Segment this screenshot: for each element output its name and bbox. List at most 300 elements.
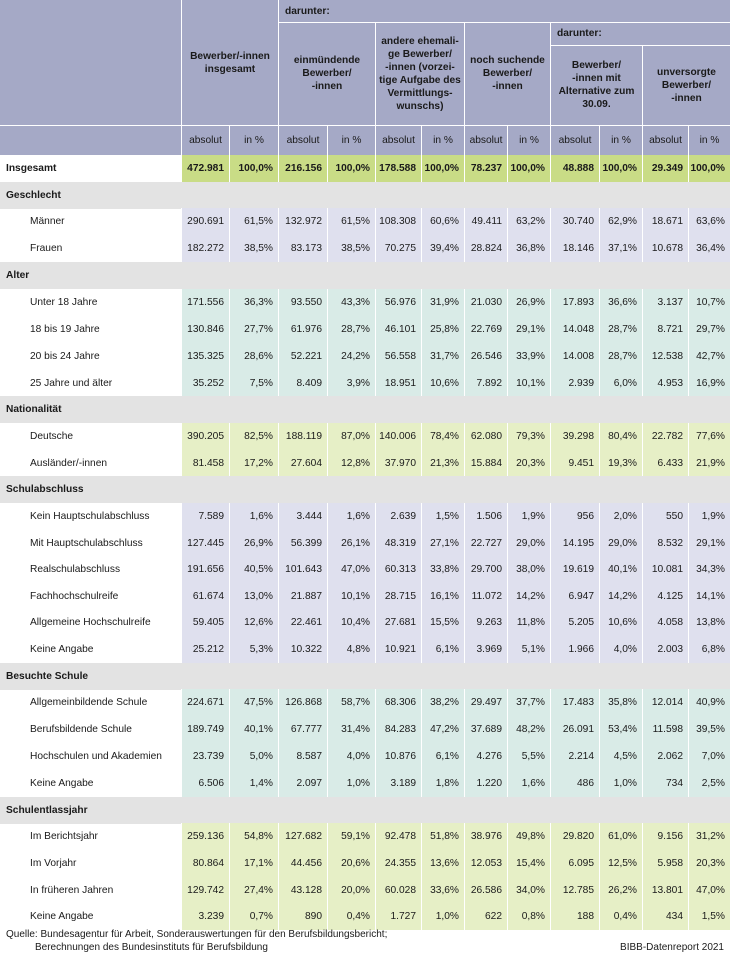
cell-absolut: 6.095 — [550, 850, 599, 877]
cell-percent: 14,1% — [688, 583, 730, 610]
cell-percent: 51,8% — [421, 823, 464, 850]
section-row — [0, 182, 730, 209]
cell-absolut: 734 — [642, 770, 688, 797]
cell-percent: 5,3% — [229, 636, 278, 663]
cell-percent: 5,1% — [507, 636, 550, 663]
cell-percent: 47,0% — [688, 877, 730, 904]
cell-percent: 59,1% — [327, 823, 375, 850]
cell-percent: 6,8% — [688, 636, 730, 663]
cell-percent: 1,6% — [507, 770, 550, 797]
cell-percent: 1,6% — [229, 503, 278, 530]
cell-percent: 31,9% — [421, 289, 464, 316]
cell-percent: 100,0% — [507, 155, 550, 182]
cell-absolut: 135.325 — [181, 343, 229, 370]
cell-absolut: 126.868 — [278, 689, 327, 716]
total-row — [0, 155, 730, 182]
row-label: Keine Angabe — [30, 644, 94, 655]
table-row — [0, 716, 730, 743]
cell-percent: 1,9% — [688, 503, 730, 530]
cell-percent: 37,7% — [507, 689, 550, 716]
cell-absolut: 130.846 — [181, 316, 229, 343]
cell-absolut: 84.283 — [375, 716, 421, 743]
cell-percent: 47,5% — [229, 689, 278, 716]
cell-absolut: 28.715 — [375, 583, 421, 610]
cell-percent: 12,6% — [229, 609, 278, 636]
cell-percent: 53,4% — [599, 716, 642, 743]
cell-percent: 16,9% — [688, 370, 730, 397]
table-row — [0, 208, 730, 235]
cell-absolut: 2.003 — [642, 636, 688, 663]
table-row — [0, 903, 730, 930]
cell-percent: 10,1% — [327, 583, 375, 610]
cell-absolut: 191.656 — [181, 556, 229, 583]
subheader-percent: in % — [229, 126, 278, 155]
cell-percent: 36,6% — [599, 289, 642, 316]
cell-absolut: 6.947 — [550, 583, 599, 610]
cell-percent: 48,2% — [507, 716, 550, 743]
cell-absolut: 10.678 — [642, 235, 688, 262]
cell-absolut: 182.272 — [181, 235, 229, 262]
cell-absolut: 22.782 — [642, 423, 688, 450]
cell-percent: 29,1% — [507, 316, 550, 343]
cell-percent: 62,9% — [599, 208, 642, 235]
cell-absolut: 290.691 — [181, 208, 229, 235]
cell-absolut: 14.195 — [550, 530, 599, 557]
cell-absolut: 46.101 — [375, 316, 421, 343]
cell-percent: 34,0% — [507, 877, 550, 904]
cell-percent: 29,7% — [688, 316, 730, 343]
cell-absolut: 43.128 — [278, 877, 327, 904]
cell-percent: 39,5% — [688, 716, 730, 743]
cell-absolut: 2.062 — [642, 743, 688, 770]
section-label: Besuchte Schule — [6, 671, 89, 682]
cell-percent: 63,2% — [507, 208, 550, 235]
cell-absolut: 37.689 — [464, 716, 507, 743]
cell-percent: 26,9% — [229, 530, 278, 557]
table-row — [0, 583, 730, 610]
row-label: Berufsbildende Schule — [30, 724, 132, 735]
cell-percent: 6,0% — [599, 370, 642, 397]
cell-absolut: 390.205 — [181, 423, 229, 450]
header-unversorgte: unversorgte Bewerber/ -innen — [642, 45, 730, 125]
cell-absolut: 101.643 — [278, 556, 327, 583]
cell-percent: 7,0% — [688, 743, 730, 770]
header-einmuendende: einmündende Bewerber/ -innen — [278, 22, 375, 125]
cell-absolut: 9.156 — [642, 823, 688, 850]
cell-absolut: 29.700 — [464, 556, 507, 583]
cell-absolut: 19.619 — [550, 556, 599, 583]
cell-percent: 10,6% — [421, 370, 464, 397]
cell-absolut: 10.921 — [375, 636, 421, 663]
cell-percent: 31,2% — [688, 823, 730, 850]
subheader-absolut: absolut — [642, 126, 688, 155]
cell-absolut: 132.972 — [278, 208, 327, 235]
cell-absolut: 3.969 — [464, 636, 507, 663]
table-row — [0, 609, 730, 636]
header-andere: andere ehemali- ge Bewerber/ -innen (vorzei- tige Aufgabe des Vermittlungs- wunschs) — [375, 22, 464, 125]
cell-absolut: 9.263 — [464, 609, 507, 636]
cell-absolut: 8.532 — [642, 530, 688, 557]
section-label: Nationalität — [6, 404, 62, 415]
cell-absolut: 3.239 — [181, 903, 229, 930]
cell-percent: 11,8% — [507, 609, 550, 636]
cell-absolut: 12.538 — [642, 343, 688, 370]
row-label: Im Berichtsjahr — [30, 831, 98, 842]
cell-absolut: 5.958 — [642, 850, 688, 877]
cell-percent: 1,0% — [599, 770, 642, 797]
subheader-percent: in % — [421, 126, 464, 155]
cell-percent: 40,1% — [599, 556, 642, 583]
cell-percent: 33,6% — [421, 877, 464, 904]
cell-absolut: 27.604 — [278, 450, 327, 477]
cell-percent: 7,5% — [229, 370, 278, 397]
cell-absolut: 472.981 — [181, 155, 229, 182]
section-label: Geschlecht — [6, 190, 61, 201]
cell-absolut: 108.308 — [375, 208, 421, 235]
cell-percent: 100,0% — [421, 155, 464, 182]
cell-absolut: 15.884 — [464, 450, 507, 477]
cell-absolut: 7.589 — [181, 503, 229, 530]
cell-percent: 6,1% — [421, 743, 464, 770]
cell-percent: 35,8% — [599, 689, 642, 716]
cell-absolut: 1.506 — [464, 503, 507, 530]
cell-percent: 12,8% — [327, 450, 375, 477]
cell-percent: 25,8% — [421, 316, 464, 343]
cell-percent: 3,9% — [327, 370, 375, 397]
cell-absolut: 3.137 — [642, 289, 688, 316]
cell-absolut: 8.721 — [642, 316, 688, 343]
cell-absolut: 2.097 — [278, 770, 327, 797]
cell-absolut: 11.072 — [464, 583, 507, 610]
table-row — [0, 556, 730, 583]
cell-percent: 27,4% — [229, 877, 278, 904]
row-label: Realschulabschluss — [30, 564, 121, 575]
section-label: Alter — [6, 270, 30, 281]
table-row — [0, 503, 730, 530]
cell-percent: 24,2% — [327, 343, 375, 370]
cell-percent: 20,3% — [688, 850, 730, 877]
cell-absolut: 60.028 — [375, 877, 421, 904]
section-row — [0, 262, 730, 289]
cell-percent: 13,0% — [229, 583, 278, 610]
subheader-absolut: absolut — [550, 126, 599, 155]
cell-absolut: 434 — [642, 903, 688, 930]
cell-percent: 58,7% — [327, 689, 375, 716]
table-row — [0, 370, 730, 397]
cell-percent: 38,2% — [421, 689, 464, 716]
cell-percent: 1,4% — [229, 770, 278, 797]
cell-absolut: 188 — [550, 903, 599, 930]
cell-percent: 47,2% — [421, 716, 464, 743]
cell-absolut: 486 — [550, 770, 599, 797]
subheader-percent: in % — [507, 126, 550, 155]
cell-absolut: 622 — [464, 903, 507, 930]
table-row — [0, 423, 730, 450]
cell-absolut: 12.014 — [642, 689, 688, 716]
cell-percent: 61,5% — [327, 208, 375, 235]
cell-percent: 12,5% — [599, 850, 642, 877]
cell-absolut: 29.497 — [464, 689, 507, 716]
cell-absolut: 224.671 — [181, 689, 229, 716]
cell-absolut: 14.048 — [550, 316, 599, 343]
source-line-1: Quelle: Bundesagentur für Arbeit, Sonderauswertungen für den Berufsbildungsbericht; — [6, 929, 388, 940]
cell-absolut: 18.951 — [375, 370, 421, 397]
cell-absolut: 2.214 — [550, 743, 599, 770]
cell-absolut: 78.237 — [464, 155, 507, 182]
cell-absolut: 11.598 — [642, 716, 688, 743]
cell-percent: 0,8% — [507, 903, 550, 930]
cell-percent: 100,0% — [599, 155, 642, 182]
row-label: Keine Angabe — [30, 911, 94, 922]
cell-absolut: 22.461 — [278, 609, 327, 636]
subheader-absolut: absolut — [464, 126, 507, 155]
subheader-percent: in % — [688, 126, 730, 155]
row-label: Deutsche — [30, 431, 74, 442]
cell-percent: 38,5% — [229, 235, 278, 262]
cell-percent: 79,3% — [507, 423, 550, 450]
cell-absolut: 26.546 — [464, 343, 507, 370]
subheader-percent: in % — [327, 126, 375, 155]
row-label: 18 bis 19 Jahre — [30, 324, 100, 335]
cell-percent: 0,7% — [229, 903, 278, 930]
cell-percent: 100,0% — [688, 155, 730, 182]
cell-absolut: 80.864 — [181, 850, 229, 877]
cell-percent: 29,0% — [599, 530, 642, 557]
table-row — [0, 450, 730, 477]
cell-absolut: 127.445 — [181, 530, 229, 557]
header-darunter-sub: darunter: — [550, 22, 730, 45]
cell-percent: 1,6% — [327, 503, 375, 530]
row-label: Im Vorjahr — [30, 858, 77, 869]
cell-absolut: 1.220 — [464, 770, 507, 797]
cell-absolut: 4.953 — [642, 370, 688, 397]
cell-percent: 80,4% — [599, 423, 642, 450]
cell-percent: 61,0% — [599, 823, 642, 850]
cell-absolut: 21.887 — [278, 583, 327, 610]
cell-absolut: 14.008 — [550, 343, 599, 370]
cell-absolut: 6.433 — [642, 450, 688, 477]
cell-absolut: 68.306 — [375, 689, 421, 716]
row-label: Insgesamt — [6, 163, 57, 174]
cell-percent: 10,4% — [327, 609, 375, 636]
cell-percent: 15,5% — [421, 609, 464, 636]
cell-absolut: 49.411 — [464, 208, 507, 235]
section-row — [0, 797, 730, 824]
table-row — [0, 823, 730, 850]
table-row — [0, 235, 730, 262]
cell-percent: 5,0% — [229, 743, 278, 770]
cell-absolut: 30.740 — [550, 208, 599, 235]
cell-absolut: 59.405 — [181, 609, 229, 636]
cell-absolut: 22.769 — [464, 316, 507, 343]
cell-percent: 42,7% — [688, 343, 730, 370]
cell-absolut: 10.081 — [642, 556, 688, 583]
cell-absolut: 27.681 — [375, 609, 421, 636]
cell-percent: 34,3% — [688, 556, 730, 583]
cell-absolut: 890 — [278, 903, 327, 930]
source-line-2: Berechnungen des Bundesinstituts für Berufsbildung — [35, 942, 268, 953]
cell-absolut: 3.189 — [375, 770, 421, 797]
cell-absolut: 37.970 — [375, 450, 421, 477]
table-row — [0, 770, 730, 797]
section-row — [0, 476, 730, 503]
cell-absolut: 17.483 — [550, 689, 599, 716]
subheader-absolut: absolut — [278, 126, 327, 155]
cell-percent: 4,0% — [599, 636, 642, 663]
table-header — [0, 0, 730, 155]
cell-absolut: 171.556 — [181, 289, 229, 316]
cell-percent: 2,0% — [599, 503, 642, 530]
cell-percent: 38,5% — [327, 235, 375, 262]
cell-absolut: 2.639 — [375, 503, 421, 530]
cell-percent: 26,1% — [327, 530, 375, 557]
cell-percent: 63,6% — [688, 208, 730, 235]
cell-percent: 28,7% — [327, 316, 375, 343]
header-total: Bewerber/-innen insgesamt — [181, 0, 278, 125]
cell-percent: 21,9% — [688, 450, 730, 477]
cell-percent: 10,1% — [507, 370, 550, 397]
cell-percent: 14,2% — [507, 583, 550, 610]
row-label: 20 bis 24 Jahre — [30, 351, 100, 362]
cell-absolut: 4.276 — [464, 743, 507, 770]
cell-absolut: 60.313 — [375, 556, 421, 583]
cell-absolut: 4.058 — [642, 609, 688, 636]
cell-percent: 28,7% — [599, 343, 642, 370]
subheader-absolut: absolut — [375, 126, 421, 155]
row-label: Ausländer/-innen — [30, 458, 108, 469]
cell-percent: 40,5% — [229, 556, 278, 583]
cell-percent: 1,5% — [688, 903, 730, 930]
cell-absolut: 7.892 — [464, 370, 507, 397]
cell-absolut: 48.319 — [375, 530, 421, 557]
row-label: Allgemeinbildende Schule — [30, 697, 148, 708]
table-row — [0, 743, 730, 770]
cell-absolut: 4.125 — [642, 583, 688, 610]
table-row — [0, 689, 730, 716]
cell-absolut: 8.409 — [278, 370, 327, 397]
cell-percent: 36,8% — [507, 235, 550, 262]
cell-percent: 61,5% — [229, 208, 278, 235]
cell-percent: 31,4% — [327, 716, 375, 743]
cell-percent: 20,3% — [507, 450, 550, 477]
cell-absolut: 24.355 — [375, 850, 421, 877]
cell-absolut: 189.749 — [181, 716, 229, 743]
cell-percent: 40,1% — [229, 716, 278, 743]
cell-percent: 38,0% — [507, 556, 550, 583]
cell-percent: 33,8% — [421, 556, 464, 583]
cell-absolut: 70.275 — [375, 235, 421, 262]
cell-absolut: 550 — [642, 503, 688, 530]
cell-percent: 36,3% — [229, 289, 278, 316]
table-row — [0, 877, 730, 904]
cell-percent: 1,9% — [507, 503, 550, 530]
cell-absolut: 38.976 — [464, 823, 507, 850]
cell-percent: 31,7% — [421, 343, 464, 370]
cell-absolut: 29.820 — [550, 823, 599, 850]
section-label: Schulabschluss — [6, 484, 84, 495]
cell-absolut: 12.785 — [550, 877, 599, 904]
cell-percent: 21,3% — [421, 450, 464, 477]
cell-absolut: 52.221 — [278, 343, 327, 370]
cell-percent: 1,0% — [421, 903, 464, 930]
row-label: Fachhochschulreife — [30, 591, 119, 602]
cell-percent: 60,6% — [421, 208, 464, 235]
table-footer — [6, 928, 724, 954]
cell-absolut: 188.119 — [278, 423, 327, 450]
cell-percent: 13,8% — [688, 609, 730, 636]
cell-absolut: 61.976 — [278, 316, 327, 343]
cell-absolut: 140.006 — [375, 423, 421, 450]
cell-percent: 1,5% — [421, 503, 464, 530]
cell-percent: 82,5% — [229, 423, 278, 450]
cell-absolut: 67.777 — [278, 716, 327, 743]
cell-percent: 28,7% — [599, 316, 642, 343]
cell-absolut: 21.030 — [464, 289, 507, 316]
cell-percent: 0,4% — [327, 903, 375, 930]
cell-absolut: 93.550 — [278, 289, 327, 316]
row-label: Männer — [30, 216, 65, 227]
cell-absolut: 29.349 — [642, 155, 688, 182]
cell-absolut: 216.156 — [278, 155, 327, 182]
section-row — [0, 663, 730, 690]
header-noch-suchende: noch suchende Bewerber/ -innen — [464, 22, 550, 125]
table-row — [0, 343, 730, 370]
cell-percent: 78,4% — [421, 423, 464, 450]
cell-percent: 0,4% — [599, 903, 642, 930]
cell-absolut: 18.146 — [550, 235, 599, 262]
cell-absolut: 5.205 — [550, 609, 599, 636]
cell-percent: 10,7% — [688, 289, 730, 316]
subheader-percent: in % — [599, 126, 642, 155]
cell-percent: 15,4% — [507, 850, 550, 877]
row-label: Mit Hauptschulabschluss — [30, 538, 143, 549]
cell-percent: 43,3% — [327, 289, 375, 316]
cell-absolut: 35.252 — [181, 370, 229, 397]
cell-absolut: 56.399 — [278, 530, 327, 557]
cell-absolut: 56.976 — [375, 289, 421, 316]
cell-percent: 4,8% — [327, 636, 375, 663]
cell-absolut: 1.966 — [550, 636, 599, 663]
cell-absolut: 17.893 — [550, 289, 599, 316]
cell-absolut: 956 — [550, 503, 599, 530]
cell-percent: 17,1% — [229, 850, 278, 877]
row-label: Allgemeine Hochschulreife — [30, 617, 151, 628]
cell-percent: 100,0% — [327, 155, 375, 182]
cell-percent: 29,0% — [507, 530, 550, 557]
cell-percent: 4,0% — [327, 743, 375, 770]
row-label: 25 Jahre und älter — [30, 378, 113, 389]
table-row — [0, 530, 730, 557]
cell-absolut: 129.742 — [181, 877, 229, 904]
cell-absolut: 178.588 — [375, 155, 421, 182]
table-row — [0, 289, 730, 316]
cell-absolut: 1.727 — [375, 903, 421, 930]
table-row — [0, 636, 730, 663]
cell-percent: 28,6% — [229, 343, 278, 370]
cell-percent: 29,1% — [688, 530, 730, 557]
cell-absolut: 8.587 — [278, 743, 327, 770]
cell-percent: 49,8% — [507, 823, 550, 850]
table-row — [0, 850, 730, 877]
cell-percent: 40,9% — [688, 689, 730, 716]
cell-absolut: 259.136 — [181, 823, 229, 850]
cell-absolut: 61.674 — [181, 583, 229, 610]
cell-percent: 26,2% — [599, 877, 642, 904]
cell-absolut: 12.053 — [464, 850, 507, 877]
cell-absolut: 81.458 — [181, 450, 229, 477]
row-label: Hochschulen und Akademien — [30, 751, 162, 762]
cell-absolut: 22.727 — [464, 530, 507, 557]
